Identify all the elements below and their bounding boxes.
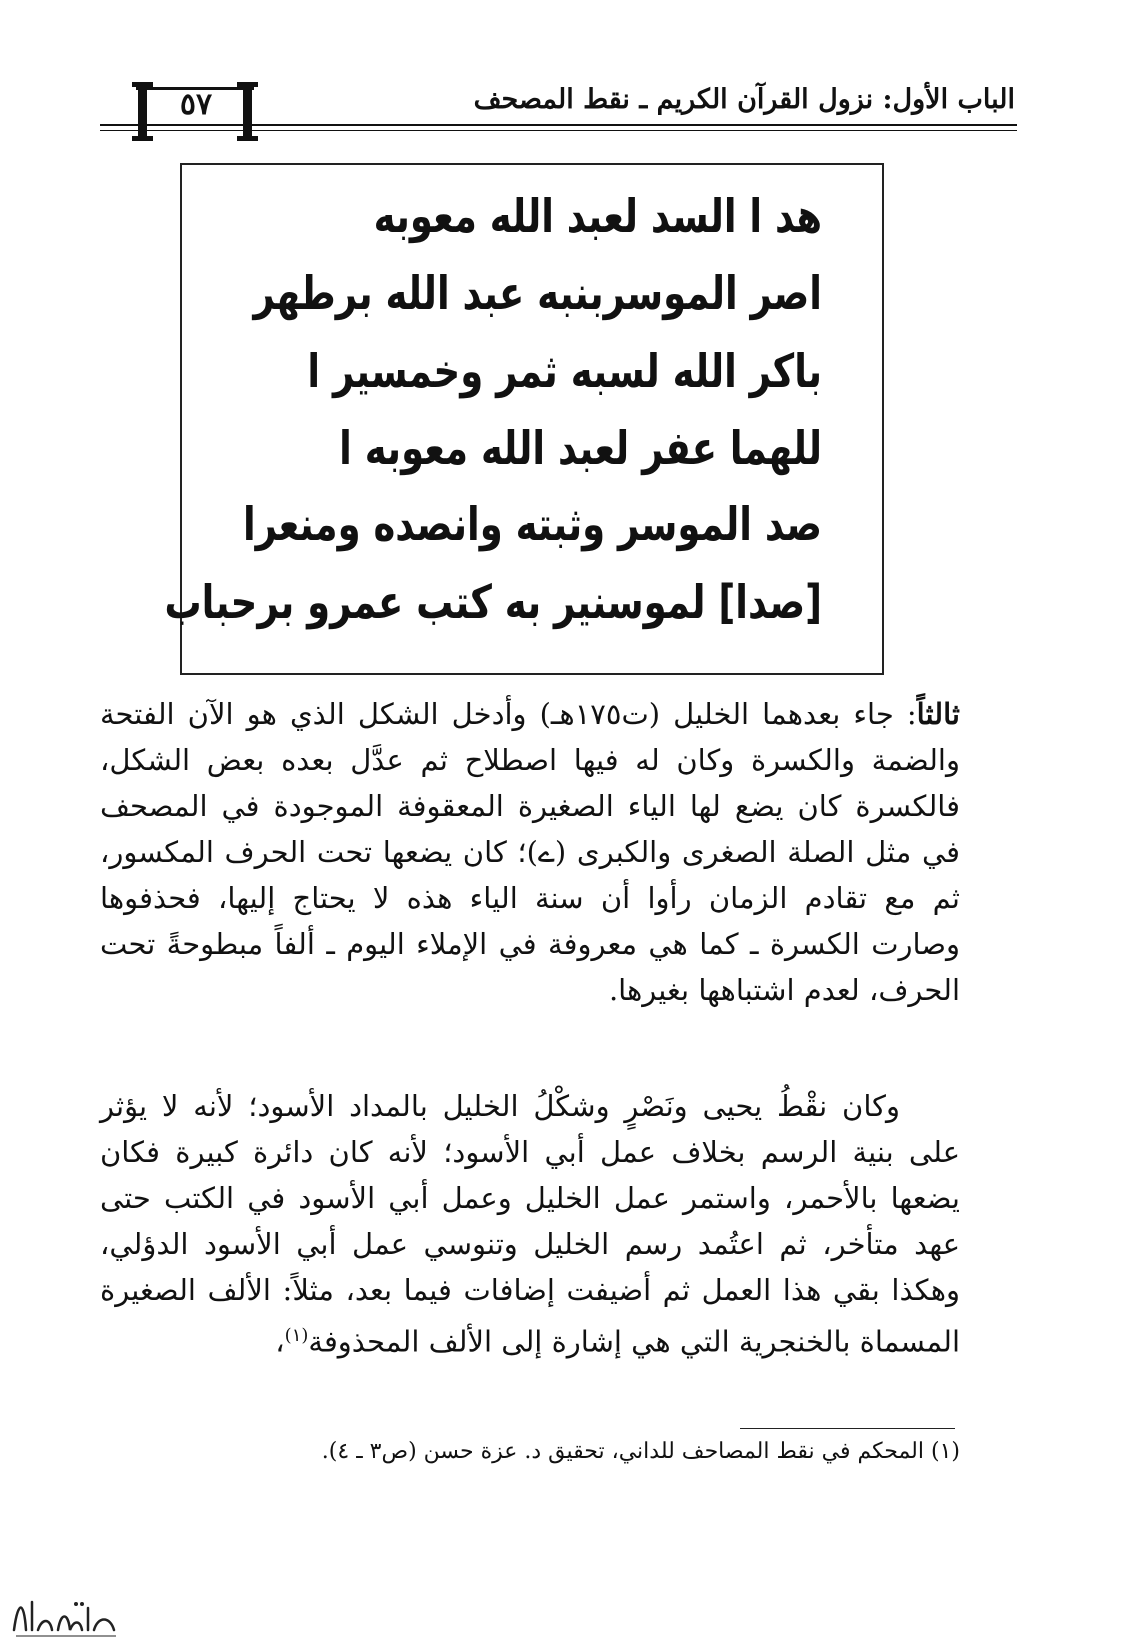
manuscript-image-frame: [164, 163, 884, 675]
header-rule: [100, 124, 1017, 134]
page-number-frame: [100, 78, 410, 146]
manuscript-line-5: صد الموسر وثبته وانصده ومنعرا: [242, 497, 822, 552]
manuscript-line-2: اصر الموسربنبه عبد الله برطهر: [253, 266, 822, 321]
paragraph-2-text: وكان نقْطُ يحيى ونَصْرٍ وشكْلُ الخليل بالمداد الأسود؛ لأنه لا يؤثر على بنية الرسم بخلاف عمل أبي الأسود؛ لأنه كان دائرة كبيرة فكان يضعها بالأحمر، واستمر عمل الخليل وعمل أبي الأسود في الكتب حتى عهد متأخر، ثم اعتُمد رسم الخليل وتنوسي عمل أبي الأسود الدؤلي، وهكذا بقي هذا العمل ثم أضيفت إضافات فيما بعد، مثلاً: الألف الصغيرة المسماة بالخنجرية التي هي إشارة إلى الألف المحذوفة: [100, 1089, 960, 1359]
body-paragraph-2: [100, 1083, 960, 1365]
paragraph-lead: ثالثاً: [916, 697, 960, 731]
manuscript-line-4: للهما عفر لعبد الله معوبه ا: [339, 421, 822, 476]
page-number: ٥٧: [179, 87, 213, 122]
footnote-divider: [740, 1428, 955, 1429]
library-stamp-logo: [6, 1590, 124, 1642]
body-paragraph-1: [100, 691, 960, 1013]
manuscript-line-1: هد ا السد لعبد الله معوبه: [373, 189, 822, 244]
manuscript-line-3: باكر الله لسبه ثمر وخمسير ا: [307, 344, 822, 399]
running-header-title: الباب الأول: نزول القرآن الكريم ـ نقط المصحف: [473, 84, 1015, 115]
footnote: (١) المحكم في نقط المصاحف للداني، تحقيق د. عزة حسن (ص٣ ـ ٤).: [321, 1439, 960, 1464]
manuscript-line-6: [صدا] لموسنير به كتب عمرو برحباب: [164, 575, 822, 630]
paragraph-1-text: : جاء بعدهما الخليل (ت١٧٥هـ) وأدخل الشكل الذي هو الآن الفتحة والضمة والكسرة وكان له فيها اصطلاح ثم عدَّل بعده بعض الشكل، فالكسرة كان يضع لها الياء الصغيرة المعقوفة الموجودة في المصحف في مثل الصلة الصغرى والكبرى (ے)؛ كان يضعها تحت الحرف المكسور، ثم مع تقادم الزمان رأوا أن سنة الياء هذه لا يحتاج إليها، فحذفوها وصارت الكسرة ـ كما هي معروفة في الإملاء اليوم ـ ألفاً مبطوحةً تحت الحرف، لعدم اشتباهها بغيرها.: [100, 697, 960, 1007]
paragraph-2-end: ،: [275, 1324, 285, 1359]
footnote-reference: (١): [284, 1325, 309, 1346]
